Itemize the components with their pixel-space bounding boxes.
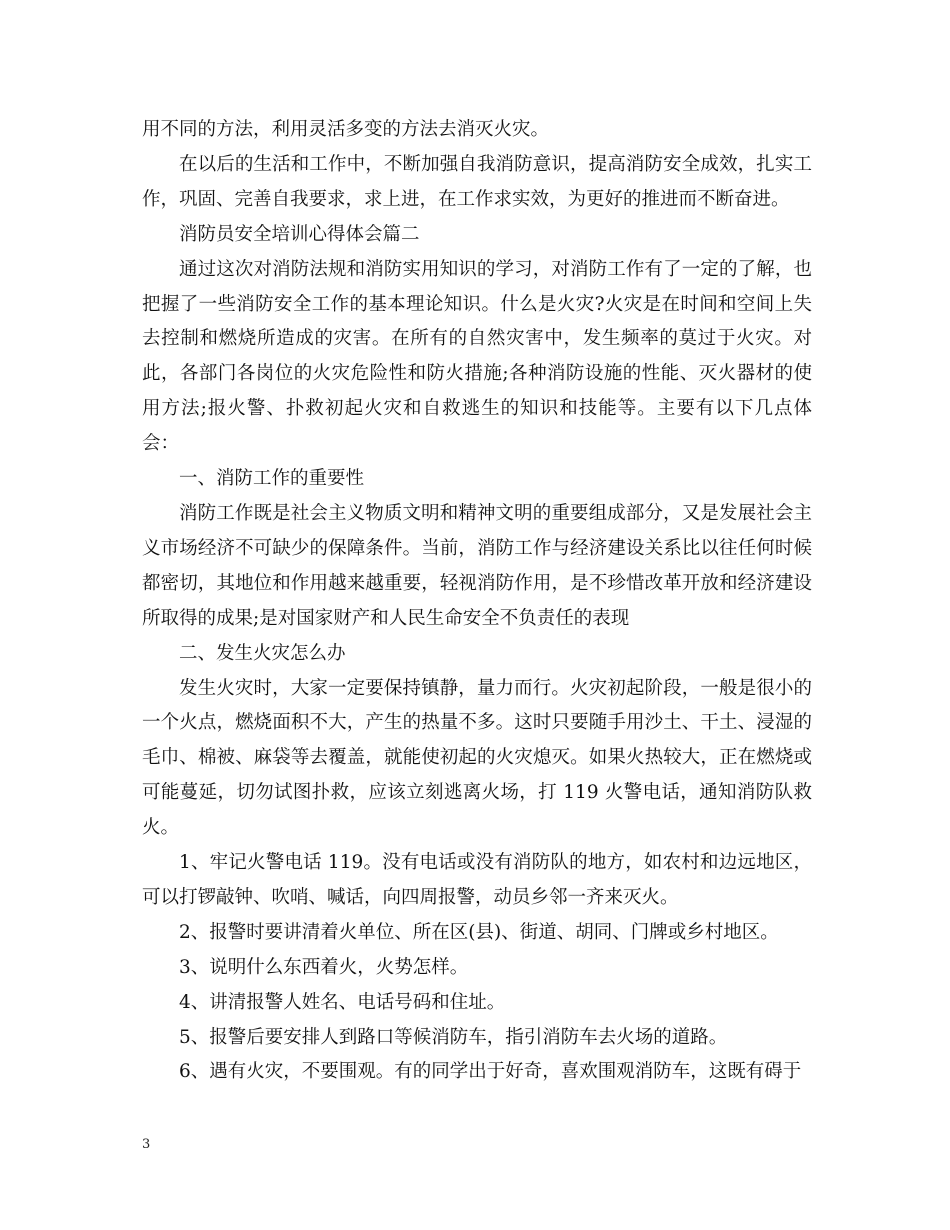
- section-heading: 一、消防工作的重要性: [179, 468, 365, 490]
- paragraph: 消防工作既是社会主义物质文明和精神文明的重要组成部分，又是发展社会主义市场经济不可缺少的保障条件。当前，消防工作与经济建设关系比以往任何时候都密切，其地位和作用越来越重要，轻视消防作用，是不珍惜改革开放和经济建设所取得的成果;是对国家财产和人民生命安全不负责任的表现: [142, 502, 812, 629]
- list-item: 4、讲清报警人姓名、电话号码和住址。: [179, 991, 506, 1013]
- list-item: 5、报警后要安排人到路口等候消防车，指引消防车去火场的道路。: [179, 1026, 728, 1048]
- paragraph: 通过这次对消防法规和消防实用知识的学习，对消防工作有了一定的了解，也把握了一些消防安全工作的基本理论知识。什么是火灾?火灾是在时间和空间上失去控制和燃烧所造成的灾害。在所有的自然灾害中，发生频率的莫过于火灾。对此，各部门各岗位的火灾危险性和防火措施;各种消防设施的性能、灭火器材的使用方法;报火警、扑救初起火灾和自救逃生的知识和技能等。主要有以下几点体会：: [142, 258, 812, 455]
- section-heading: 消防员安全培训心得体会篇二: [179, 223, 420, 245]
- page-number: 3: [142, 1137, 151, 1152]
- paragraph: 在以后的生活和工作中，不断加强自我消防意识，提高消防安全成效，扎实工作，巩固、完善自我要求，求上进，在工作求实效，为更好的推进而不断奋进。: [142, 153, 812, 210]
- section-heading: 二、发生火灾怎么办: [179, 642, 346, 664]
- list-item: 2、报警时要讲清着火单位、所在区(县)、街道、胡同、门牌或乡村地区。: [179, 921, 779, 943]
- list-item: 1、牢记火警电话 119。没有电话或没有消防队的地方，如农村和边远地区，可以打锣敲钟、吹哨、喊话，向四周报警，动员乡邻一齐来灭火。: [142, 852, 812, 908]
- document-body: [142, 113, 812, 1090]
- paragraph: 用不同的方法，利用灵活多变的方法去消灭火灾。: [142, 119, 550, 140]
- paragraph: 发生火灾时，大家一定要保持镇静，量力而行。火灾初起阶段，一般是很小的一个火点，燃烧面积不大，产生的热量不多。这时只要随手用沙土、干土、浸湿的毛巾、棉被、麻袋等去覆盖，就能使初起的火灾熄灭。如果火热较大，正在燃烧或可能蔓延，切勿试图扑救，应该立刻逃离火场，打 119 火警电话，通知消防队救火。: [142, 677, 812, 839]
- list-item: 3、说明什么东西着火，火势怎样。: [179, 956, 469, 978]
- list-item: 6、遇有火灾，不要围观。有的同学出于好奇，喜欢围观消防车，这既有碍于: [179, 1061, 802, 1083]
